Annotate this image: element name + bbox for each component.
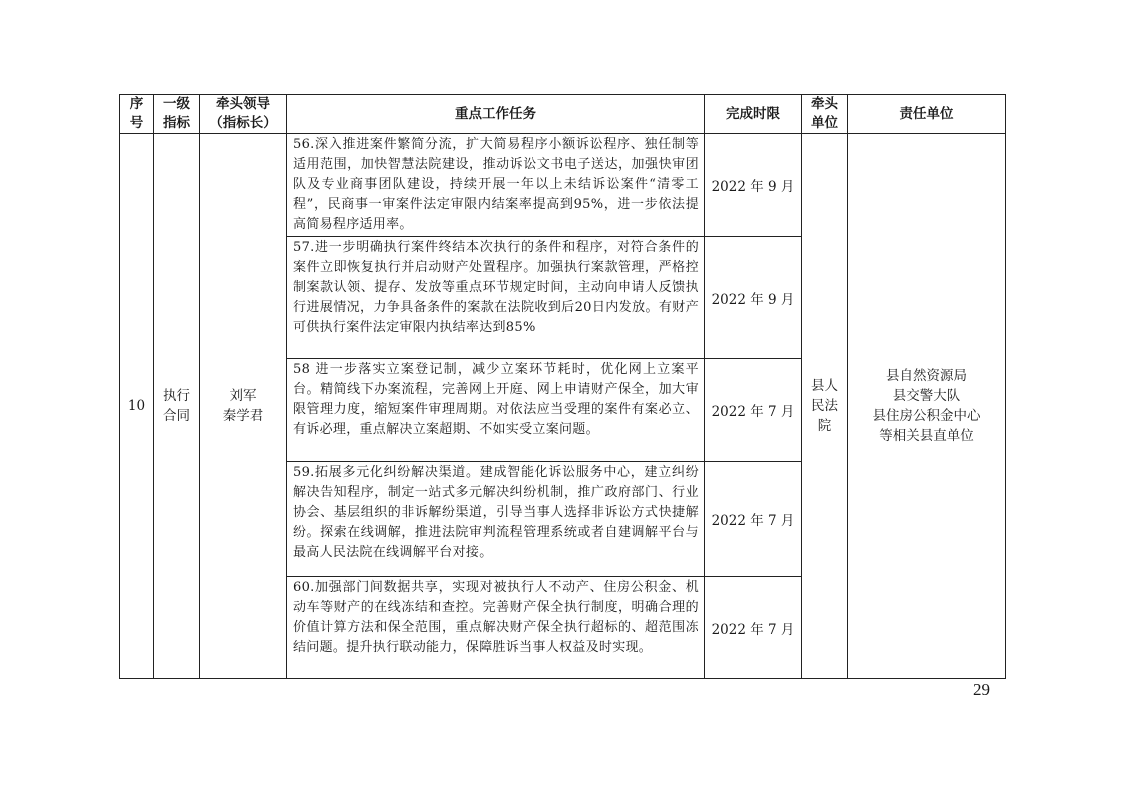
task-cell: 59.拓展多元化纠纷解决渠道。建成智能化诉讼服务中心，建立纠纷解决告知程序，制定一站式多元解决纠纷机制，推广政府部门、行业协会、基层组织的非诉解纷渠道，引导当事人选择非诉讼方式快捷解纷。探索在线调解，推进法院审判流程管理系统或者自建调解平台与最高人民法院在线调解平台对接。 (287, 462, 705, 577)
header-deadline-line: 完成时限 (726, 105, 780, 122)
header-lead-unit-line: 牵头 (811, 96, 838, 112)
header-leader (200, 95, 287, 134)
header-task (287, 95, 705, 134)
resp-unit-line: 等相关县直单位 (879, 428, 974, 444)
deadline-cell: 2022 年 9 月 (705, 134, 802, 237)
leader-name: 刘军 (229, 388, 257, 404)
header-deadline (705, 95, 802, 134)
header-level1 (154, 95, 200, 134)
seq-cell: 10 (120, 134, 154, 679)
lead-unit-cell (802, 134, 848, 679)
level1-line: 合同 (163, 408, 190, 424)
header-leader-line: 牵头领导 (216, 96, 270, 112)
task-cell: 58 进一步落实立案登记制，减少立案环节耗时，优化网上立案平台。精简线下办案流程，完善网上开庭、网上申请财产保全，加大审限管理力度，缩短案件审理周期。对依法应当受理的案件有案必立、有诉必理，重点解决立案超期、不如实受立案问题。 (287, 359, 705, 462)
resp-unit-cell (848, 134, 1006, 679)
task-cell: 60.加强部门间数据共享，实现对被执行人不动产、住房公积金、机动车等财产的在线冻结和查控。完善财产保全执行制度，明确合理的价值计算方法和保全范围，重点解决财产保全执行超标的、超范围冻结问题。提升执行联动能力，保障胜诉当事人权益及时实现。 (287, 577, 705, 679)
header-resp-unit-line: 责任单位 (899, 105, 954, 122)
deadline-cell: 2022 年 7 月 (705, 577, 802, 679)
header-lead-unit-line: 单位 (811, 115, 838, 131)
header-level1-line: 一级 (163, 96, 190, 112)
header-lead-unit (802, 95, 848, 134)
level1-cell (154, 134, 200, 679)
header-task-line: 重点工作任务 (455, 105, 536, 122)
lead-unit-line: 民法 (811, 398, 838, 414)
leader-cell (200, 134, 287, 679)
resp-unit-line: 县住房公积金中心 (872, 408, 981, 424)
header-resp-unit (848, 95, 1006, 134)
deadline-cell: 2022 年 9 月 (705, 237, 802, 359)
lead-unit-line: 县人 (811, 378, 838, 394)
level1-line: 执行 (163, 388, 190, 404)
deadline-cell: 2022 年 7 月 (705, 359, 802, 462)
header-seq-line: 序 (129, 96, 144, 112)
header-leader-line: （指标长） (209, 115, 277, 131)
header-seq-line: 号 (129, 115, 144, 131)
leader-name: 秦学君 (222, 408, 264, 424)
task-cell: 57.进一步明确执行案件终结本次执行的条件和程序，对符合条件的案件立即恢复执行并启动财产处置程序。加强执行案款管理，严格控制案款认领、提存、发放等重点环节规定时间，主动向申请人反馈执行进展情况，力争具备条件的案款在法院收到后20日内发放。有财产可供执行案件法定审限内执结率达到85% (287, 237, 705, 359)
table-row (120, 134, 1006, 237)
page-number: 29 (973, 680, 990, 699)
task-cell: 56.深入推进案件繁简分流，扩大简易程序小额诉讼程序、独任制等适用范围，加快智慧法院建设，推动诉讼文书电子送达，加强快审团队及专业商事团队建设，持续开展一年以上未结诉讼案件“清零工程”，民商事一审案件法定审限内结案率提高到95%，进一步依法提高简易程序适用率。 (287, 134, 705, 237)
resp-unit-line: 县交警大队 (892, 388, 961, 404)
deadline-cell: 2022 年 7 月 (705, 462, 802, 577)
lead-unit-line: 院 (817, 418, 832, 434)
header-level1-line: 指标 (163, 115, 190, 131)
task-table (119, 94, 1006, 679)
header-row (120, 95, 1006, 134)
header-seq (120, 95, 154, 134)
resp-unit-line: 县自然资源局 (886, 368, 967, 384)
